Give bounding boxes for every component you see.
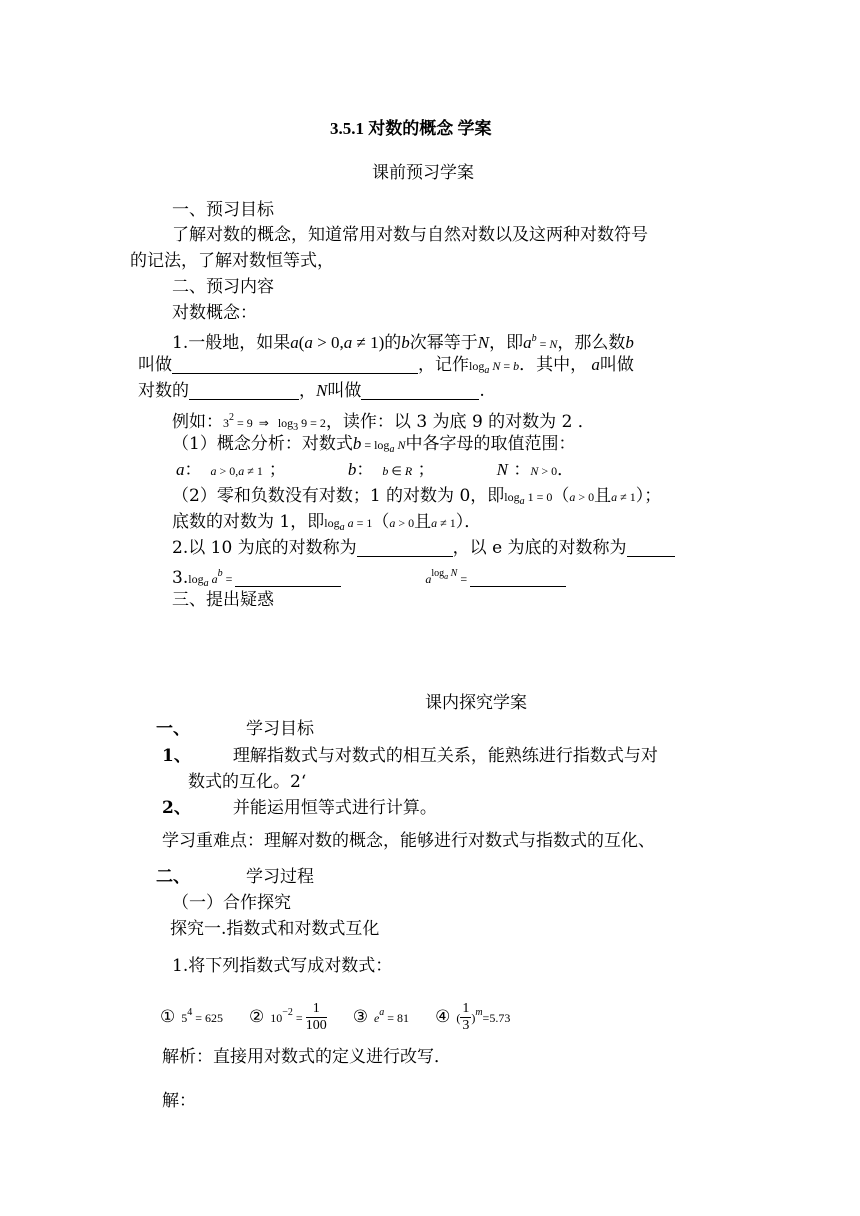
heading-preview-goal: 一、预习目标 — [172, 200, 274, 220]
key-points: 学习重难点：理解对数的概念，能够进行对数式与指数式的互化、 — [162, 831, 655, 851]
text-preview-goal-cont: 的记法，了解对数恒等式， — [130, 251, 334, 271]
blank-answer[interactable] — [361, 383, 479, 400]
blank-answer[interactable] — [189, 383, 299, 400]
item1-line2: 叫做 ，记作$\log_a N = b$．其中， a叫做 — [138, 355, 634, 376]
blank-answer[interactable] — [627, 540, 675, 557]
item1-line3: 对数的 ，N叫做 . — [138, 381, 485, 401]
blank-answer[interactable] — [357, 540, 453, 557]
coop-explore: （一）合作探究 — [172, 893, 291, 913]
solution-label: 解： — [162, 1091, 196, 1111]
item3: $3.\log_a$ $a^b = a^{log_a N}$ = — [172, 563, 566, 595]
blank-answer[interactable] — [235, 570, 341, 587]
explore-1: 探究一.指数式和对数式互化 — [170, 919, 380, 939]
heading-questions: 三、提出疑惑 — [172, 590, 274, 610]
analysis-2-cont: 底数的对数为 1，即$\log_a a = 1(a > 0$且a ≠ 1）． — [172, 512, 482, 533]
section-heading-inclass: 课内探究学案 — [425, 693, 527, 713]
analysis-1: （1）概念分析：对数式$b = \log_a N$中各字母的取值范围： — [172, 434, 576, 455]
goal-2: 2、 并能运用恒等式进行计算。 — [162, 798, 437, 818]
exercise-formulas: ① $5^4 = 625$ ② $10^{-2}$ = $\frac{1}{100}$ ③ $e^a = 81$ ④ ( $\frac{1}{3}$ )$^m$=5.73 — [160, 1001, 511, 1033]
goal-1-cont: 数式的互化。2‘ — [188, 772, 307, 792]
blank-answer[interactable] — [470, 570, 566, 587]
text-preview-goal: 了解对数的概念，知道常用对数与自然对数以及这两种对数符号 — [172, 225, 648, 245]
goal-1: 1、 理解指数式与对数式的相互关系，能熟练进行指数式与对 — [162, 746, 658, 766]
item2: 2.以 10 为底的对数称为 ，以 e 为底的对数称为 — [172, 537, 675, 559]
ranges-line: a： a > 0,a ≠ 1 ； b： b ∈ R ； N ：N > 0． — [176, 460, 575, 480]
analysis-2: （2）零和负数没有对数；1 的对数为 0，即$\log_a 1 = 0(a > 0$且a ≠ 1）； — [172, 486, 662, 507]
heading-learning-process: 二、 学习过程 — [156, 867, 314, 887]
label-log-concept: 对数概念： — [172, 303, 257, 323]
task-1: 1.将下列指数式写成对数式： — [172, 956, 393, 976]
heading-learning-goal: 一、 学习目标 — [156, 719, 314, 739]
example-line: 例如：$3^2 = 9$ ⇒ $\log_3 9 = 2$，读作：以 3 为底 9 的对数为 2 ． — [172, 412, 595, 433]
heading-preview-content: 二、预习内容 — [172, 277, 274, 297]
blank-answer[interactable] — [172, 357, 418, 374]
analysis-text: 解析：直接用对数式的定义进行改写． — [162, 1047, 451, 1067]
section-heading-preclass: 课前预习学案 — [372, 163, 474, 183]
item1-line1: 1.一般地，如果a(a > 0,a ≠ 1)的b次幂等于N，即$a^b = N$，那么数b — [172, 333, 634, 353]
page-title: 3.5.1 对数的概念 学案 — [330, 119, 492, 138]
